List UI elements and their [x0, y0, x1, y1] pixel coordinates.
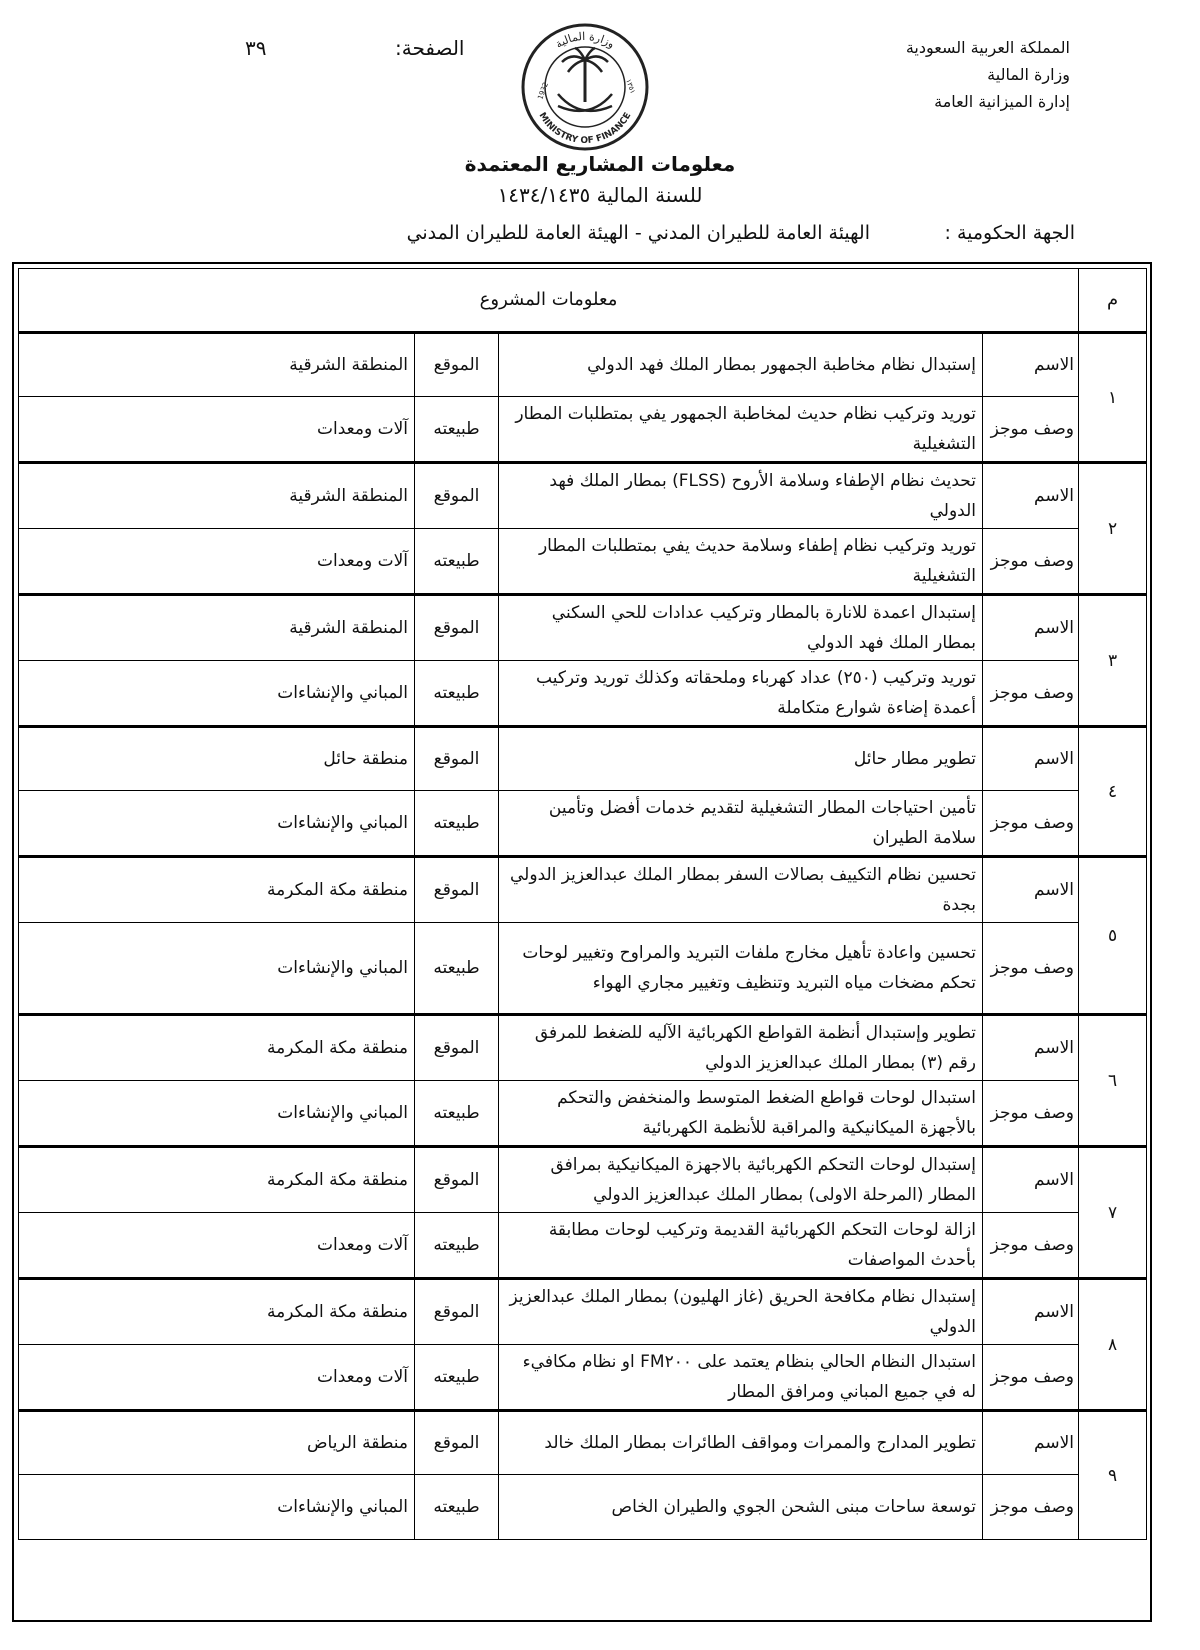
- name-label: الاسم: [983, 595, 1079, 661]
- column-index-header: م: [1079, 269, 1147, 333]
- project-description: استبدال النظام الحالي بنظام يعتمد على FM٢٠٠ او نظام مكافيء له في جميع المباني ومرافق المطار: [499, 1345, 983, 1411]
- table-row: [19, 397, 1147, 463]
- description-label: وصف موجز: [983, 661, 1079, 727]
- project-location: منطقة مكة المكرمة: [19, 1147, 415, 1213]
- table-row: [19, 857, 1147, 923]
- department-name: إدارة الميزانية العامة: [934, 92, 1070, 111]
- nature-label: طبيعته: [415, 1081, 499, 1147]
- name-label: الاسم: [983, 1147, 1079, 1213]
- nature-label: طبيعته: [415, 1213, 499, 1279]
- table-row: [19, 595, 1147, 661]
- project-nature: المباني والإنشاءات: [19, 661, 415, 727]
- name-label: الاسم: [983, 333, 1079, 397]
- project-location: المنطقة الشرقية: [19, 333, 415, 397]
- project-index: ٨: [1079, 1279, 1147, 1411]
- project-name: تطوير مطار حائل: [499, 727, 983, 791]
- seal-top-text: وزارة المالية: [552, 29, 618, 51]
- description-label: وصف موجز: [983, 529, 1079, 595]
- project-location: منطقة مكة المكرمة: [19, 1279, 415, 1345]
- project-description: توريد وتركيب (٢٥٠) عداد كهرباء وملحقاته وكذلك توريد وتركيب أعمدة إضاءة شوارع متكاملة: [499, 661, 983, 727]
- nature-label: طبيعته: [415, 1475, 499, 1540]
- project-name: إستبدال نظام مخاطبة الجمهور بمطار الملك فهد الدولي: [499, 333, 983, 397]
- table-row: [19, 661, 1147, 727]
- project-index: ٩: [1079, 1411, 1147, 1540]
- projects-table-frame: [12, 262, 1152, 1622]
- table-row: [19, 1475, 1147, 1540]
- location-label: الموقع: [415, 1411, 499, 1475]
- svg-text:MINISTRY OF FINANCE: [537, 111, 634, 146]
- project-location: منطقة الرياض: [19, 1411, 415, 1475]
- table-row: [19, 333, 1147, 397]
- project-location: المنطقة الشرقية: [19, 595, 415, 661]
- project-nature: آلات ومعدات: [19, 397, 415, 463]
- project-index: ٧: [1079, 1147, 1147, 1279]
- project-index: ٢: [1079, 463, 1147, 595]
- name-label: الاسم: [983, 727, 1079, 791]
- project-nature: آلات ومعدات: [19, 1345, 415, 1411]
- location-label: الموقع: [415, 463, 499, 529]
- project-index: ٤: [1079, 727, 1147, 857]
- description-label: وصف موجز: [983, 397, 1079, 463]
- project-nature: المباني والإنشاءات: [19, 1081, 415, 1147]
- project-name: تحسين نظام التكييف بصالات السفر بمطار الملك عبدالعزيز الدولي بجدة: [499, 857, 983, 923]
- table-row: [19, 1345, 1147, 1411]
- fiscal-year: للسنة المالية ١٤٣٤/١٤٣٥: [497, 183, 703, 207]
- country-name: المملكة العربية السعودية: [905, 38, 1070, 57]
- ministry-seal-icon: [520, 22, 650, 152]
- projects-table: [18, 268, 1147, 1540]
- table-row: [19, 727, 1147, 791]
- table-row: [19, 1147, 1147, 1213]
- name-label: الاسم: [983, 1411, 1079, 1475]
- table-row: [19, 1081, 1147, 1147]
- project-nature: آلات ومعدات: [19, 529, 415, 595]
- seal-year-left: 1932: [536, 81, 550, 101]
- project-index: ٣: [1079, 595, 1147, 727]
- location-label: الموقع: [415, 1279, 499, 1345]
- description-label: وصف موجز: [983, 791, 1079, 857]
- project-name: تطوير وإستبدال أنظمة القواطع الكهربائية الآليه للضغط للمرفق رقم (٣) بمطار الملك عبدالعزيز الدولي: [499, 1015, 983, 1081]
- project-description: تحسين واعادة تأهيل مخارج ملفات التبريد والمراوح وتغيير لوحات تحكم مضخات مياه التبريد وتنظيف وتغيير مجاري الهواء: [499, 923, 983, 1015]
- table-row: [19, 791, 1147, 857]
- description-label: وصف موجز: [983, 1081, 1079, 1147]
- project-name: إستبدال نظام مكافحة الحريق (غاز الهليون) بمطار الملك عبدالعزيز الدولي: [499, 1279, 983, 1345]
- government-entity-label: الجهة الحكومية :: [944, 222, 1075, 244]
- name-label: الاسم: [983, 463, 1079, 529]
- project-name: تحديث نظام الإطفاء وسلامة الأروح (FLSS) بمطار الملك فهد الدولي: [499, 463, 983, 529]
- seal-bottom-text: MINISTRY OF FINANCE: [536, 111, 634, 147]
- project-location: منطقة مكة المكرمة: [19, 857, 415, 923]
- ministry-name: وزارة المالية: [987, 65, 1070, 84]
- description-label: وصف موجز: [983, 1475, 1079, 1540]
- description-label: وصف موجز: [983, 1345, 1079, 1411]
- description-label: وصف موجز: [983, 923, 1079, 1015]
- name-label: الاسم: [983, 1015, 1079, 1081]
- government-entity-value: الهيئة العامة للطيران المدني - الهيئة العامة للطيران المدني: [406, 222, 870, 244]
- project-index: ٥: [1079, 857, 1147, 1015]
- table-row: [19, 463, 1147, 529]
- table-row: [19, 1279, 1147, 1345]
- project-nature: آلات ومعدات: [19, 1213, 415, 1279]
- project-name: إستبدال لوحات التحكم الكهربائية بالاجهزة الميكانيكية بمرافق المطار (المرحلة الاولى) بمطار الملك عبدالعزيز الدولي: [499, 1147, 983, 1213]
- table-row: [19, 1213, 1147, 1279]
- project-description: استبدال لوحات قواطع الضغط المتوسط والمنخفض والتحكم بالأجهزة الميكانيكية والمراقبة للأنظمة الكهربائية: [499, 1081, 983, 1147]
- table-header-row: [19, 269, 1147, 333]
- project-description: توريد وتركيب نظام إطفاء وسلامة حديث يفي بمتطلبات المطار التشغيلية: [499, 529, 983, 595]
- page-label: الصفحة:: [395, 36, 465, 60]
- project-description: توريد وتركيب نظام حديث لمخاطبة الجمهور يفي بمتطلبات المطار التشغيلية: [499, 397, 983, 463]
- table-row: [19, 923, 1147, 1015]
- description-label: وصف موجز: [983, 1213, 1079, 1279]
- project-description: ازالة لوحات التحكم الكهربائية القديمة وتركيب لوحات مطابقة بأحدث المواصفات: [499, 1213, 983, 1279]
- project-nature: المباني والإنشاءات: [19, 791, 415, 857]
- nature-label: طبيعته: [415, 923, 499, 1015]
- project-location: منطقة مكة المكرمة: [19, 1015, 415, 1081]
- letterhead: [906, 34, 1070, 115]
- document-title: معلومات المشاريع المعتمدة: [464, 152, 736, 176]
- project-description: تأمين احتياجات المطار التشغيلية لتقديم خدمات أفضل وتأمين سلامة الطيران: [499, 791, 983, 857]
- location-label: الموقع: [415, 727, 499, 791]
- location-label: الموقع: [415, 1147, 499, 1213]
- project-name: إستبدال اعمدة للانارة بالمطار وتركيب عدادات للحي السكني بمطار الملك فهد الدولي: [499, 595, 983, 661]
- project-name: تطوير المدارج والممرات ومواقف الطائرات بمطار الملك خالد: [499, 1411, 983, 1475]
- table-row: [19, 529, 1147, 595]
- nature-label: طبيعته: [415, 661, 499, 727]
- location-label: الموقع: [415, 857, 499, 923]
- name-label: الاسم: [983, 857, 1079, 923]
- project-location: المنطقة الشرقية: [19, 463, 415, 529]
- location-label: الموقع: [415, 595, 499, 661]
- nature-label: طبيعته: [415, 1345, 499, 1411]
- seal-year-right: ١٣٥١: [624, 77, 637, 95]
- project-location: منطقة حائل: [19, 727, 415, 791]
- nature-label: طبيعته: [415, 529, 499, 595]
- project-nature: المباني والإنشاءات: [19, 1475, 415, 1540]
- location-label: الموقع: [415, 1015, 499, 1081]
- project-description: توسعة ساحات مبنى الشحن الجوي والطيران الخاص: [499, 1475, 983, 1540]
- nature-label: طبيعته: [415, 791, 499, 857]
- project-index: ١: [1079, 333, 1147, 463]
- svg-text:وزارة المالية: [553, 30, 617, 51]
- table-row: [19, 1411, 1147, 1475]
- nature-label: طبيعته: [415, 397, 499, 463]
- page-number: ٣٩: [245, 36, 267, 60]
- column-info-header: معلومات المشروع: [19, 269, 1079, 333]
- location-label: الموقع: [415, 333, 499, 397]
- project-nature: المباني والإنشاءات: [19, 923, 415, 1015]
- name-label: الاسم: [983, 1279, 1079, 1345]
- table-row: [19, 1015, 1147, 1081]
- project-index: ٦: [1079, 1015, 1147, 1147]
